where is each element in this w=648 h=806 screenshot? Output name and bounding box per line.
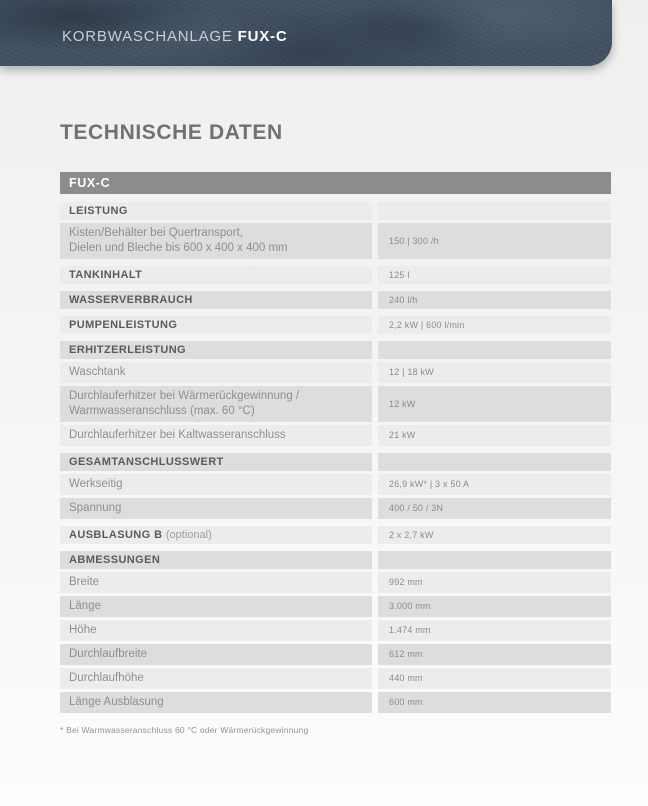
- spec-value: 2 x 2,7 kW: [378, 526, 611, 544]
- spec-value: [378, 453, 611, 471]
- spec-label: Höhe: [60, 620, 372, 641]
- table-row-durchlaufhoehe: [60, 668, 611, 689]
- spec-value: [378, 341, 611, 359]
- spec-value: [378, 551, 611, 569]
- table-row-leistung: [60, 202, 611, 220]
- spec-label: Durchlauferhitzer bei Kaltwasseranschluss: [60, 425, 372, 446]
- spec-value: 240 l/h: [378, 291, 611, 309]
- spec-label: WASSERVERBRAUCH: [60, 291, 372, 309]
- table-row-abmessungen: [60, 551, 611, 569]
- spec-value: 12 | 18 kW: [378, 362, 611, 383]
- spec-value: 21 kW: [378, 425, 611, 446]
- spec-label: AUSBLASUNG B (optional): [60, 526, 372, 544]
- spec-value: 125 l: [378, 266, 611, 284]
- table-row-kisten: [60, 223, 611, 259]
- spec-label: Kisten/Behälter bei Quertransport, Dielen und Bleche bis 600 x 400 x 400 mm: [60, 223, 372, 259]
- table-row-hoehe: [60, 620, 611, 641]
- spec-value: 400 / 50 / 3N: [378, 498, 611, 519]
- spec-label: GESAMTANSCHLUSSWERT: [60, 453, 372, 471]
- spec-value: 992 mm: [378, 572, 611, 593]
- table-row-gesamtanschlusswert: [60, 453, 611, 471]
- header-banner: [0, 0, 612, 66]
- spec-label: Durchlauferhitzer bei Wärmerückgewinnung / Warmwasseranschluss (max. 60 °C): [60, 386, 372, 422]
- table-row-pumpenleistung: [60, 316, 611, 334]
- spec-label: ERHITZERLEISTUNG: [60, 341, 372, 359]
- spec-label: Spannung: [60, 498, 372, 519]
- spec-label: Länge: [60, 596, 372, 617]
- footnote: * Bei Warmwasseranschluss 60 °C oder Wärmerückgewinnung: [60, 725, 309, 735]
- table-row-breite: [60, 572, 611, 593]
- spec-table: [60, 172, 611, 713]
- spec-value: 12 kW: [378, 386, 611, 422]
- table-row-waschtank: [60, 362, 611, 383]
- content-area: [0, 121, 611, 735]
- spec-value: 150 | 300 /h: [378, 223, 611, 259]
- table-row-durchlaufbreite: [60, 644, 611, 665]
- header-product-line: KORBWASCHANLAGE: [62, 27, 233, 45]
- spec-value: 600 mm: [378, 692, 611, 713]
- spec-label: PUMPENLEISTUNG: [60, 316, 372, 334]
- table-row-werkseitig: [60, 474, 611, 495]
- table-row-laenge-ausblasung: [60, 692, 611, 713]
- table-row-erhitzerleistung: [60, 341, 611, 359]
- spec-value: 2,2 kW | 600 l/min: [378, 316, 611, 334]
- table-row-laenge: [60, 596, 611, 617]
- spec-value: 612 mm: [378, 644, 611, 665]
- spec-value: 26,9 kW* | 3 x 50 A: [378, 474, 611, 495]
- spec-value: [378, 202, 611, 220]
- spec-label: Waschtank: [60, 362, 372, 383]
- table-row-tankinhalt: [60, 266, 611, 284]
- header-title: [62, 28, 287, 45]
- spec-label: LEISTUNG: [60, 202, 372, 220]
- spec-value: 3.000 mm: [378, 596, 611, 617]
- spec-label: Werkseitig: [60, 474, 372, 495]
- page-title: TECHNISCHE DATEN: [60, 121, 283, 144]
- table-row-durchlauferhitzer-kalt: [60, 425, 611, 446]
- spec-value: 1.474 mm: [378, 620, 611, 641]
- table-row-durchlauferhitzer-warm: [60, 386, 611, 422]
- spec-label: Breite: [60, 572, 372, 593]
- spec-label: ABMESSUNGEN: [60, 551, 372, 569]
- spec-label: Länge Ausblasung: [60, 692, 372, 713]
- spec-table-header: FUX-C: [60, 172, 611, 194]
- spec-label: TANKINHALT: [60, 266, 372, 284]
- table-row-ausblasung-b: [60, 526, 611, 544]
- table-row-wasserverbrauch: [60, 291, 611, 309]
- spec-value: 440 mm: [378, 668, 611, 689]
- header-product-name: FUX-C: [237, 27, 288, 45]
- table-row-spannung: [60, 498, 611, 519]
- spec-label: Durchlaufhöhe: [60, 668, 372, 689]
- spec-label: Durchlaufbreite: [60, 644, 372, 665]
